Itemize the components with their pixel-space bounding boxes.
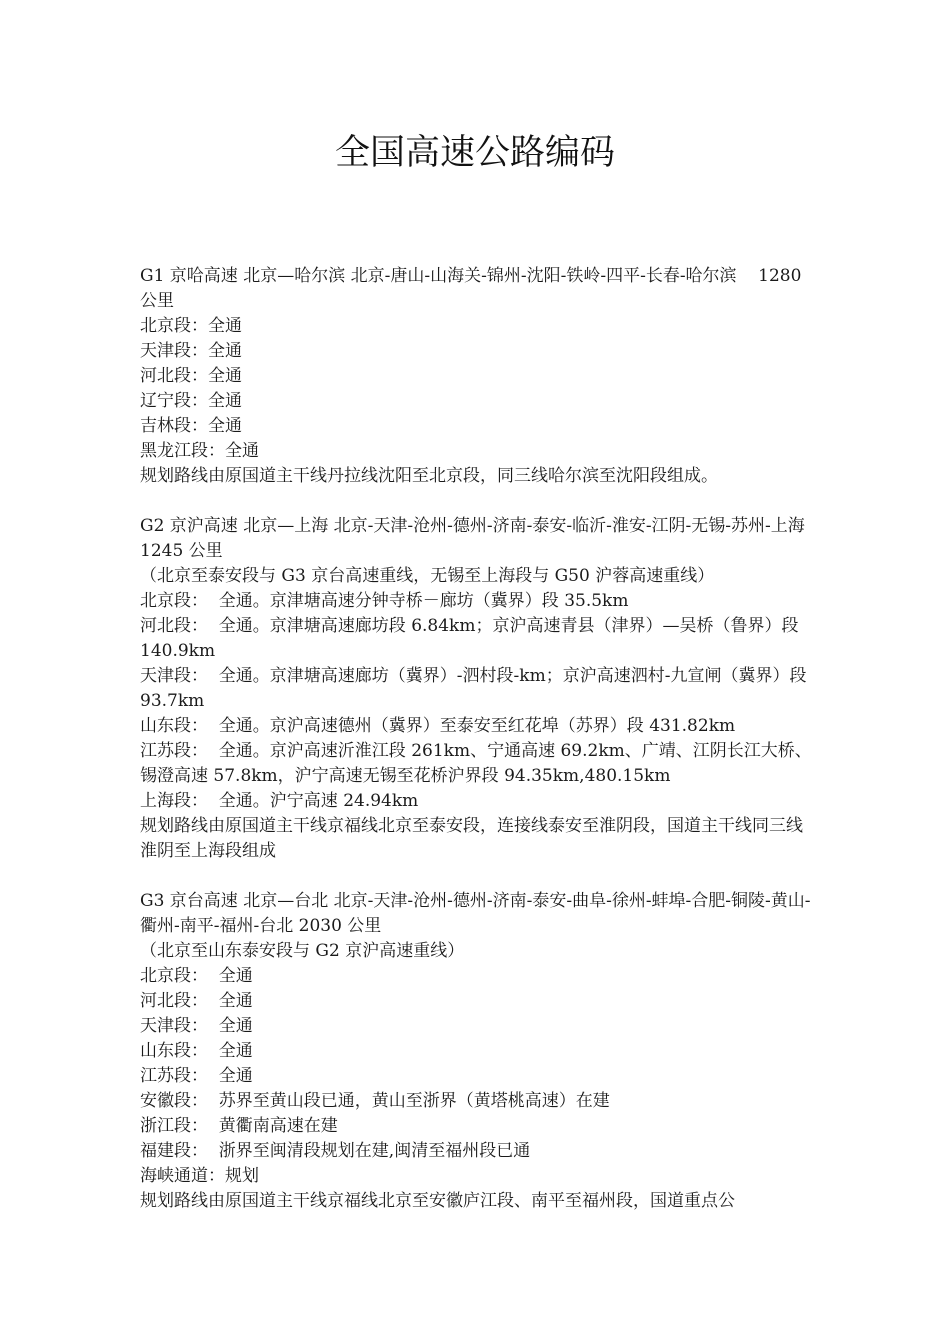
document-body <box>140 264 812 1214</box>
g3-note: （北京至山东泰安段与 G2 京沪高速重线） <box>140 941 465 961</box>
g2-block <box>140 514 812 864</box>
g3-section-beijing: 北京段： 全通 <box>140 966 253 986</box>
g3-block <box>140 889 812 1214</box>
g1-section-liaoning: 辽宁段：全通 <box>140 391 242 411</box>
g1-block <box>140 264 812 489</box>
g3-section-anhui: 安徽段： 苏界至黄山段已通，黄山至浙界（黄塔桃高速）在建 <box>140 1091 610 1111</box>
g3-header: G3 京台高速 北京—台北 北京-天津-沧州-德州-济南-泰安-曲阜-徐州-蚌埠-合肥-铜陵-黄山-衢州-南平-福州-台北 2030 公里 <box>140 891 811 936</box>
g2-section-hebei: 河北段： 全通。京津塘高速廊坊段 6.84km；京沪高速青县（津界）—吴桥（鲁界）段 140.9km <box>140 616 804 661</box>
g1-section-beijing: 北京段：全通 <box>140 316 242 336</box>
g3-section-hebei: 河北段： 全通 <box>140 991 253 1011</box>
g2-plan: 规划路线由原国道主干线京福线北京至泰安段，连接线泰安至淮阴段，国道主干线同三线淮阴至上海段组成 <box>140 816 803 861</box>
g3-section-strait: 海峡通道：规划 <box>140 1166 259 1186</box>
g3-plan: 规划路线由原国道主干线京福线北京至安徽庐江段、南平至福州段，国道重点公 <box>140 1191 735 1211</box>
g1-plan: 规划路线由原国道主干线丹拉线沈阳至北京段，同三线哈尔滨至沈阳段组成。 <box>140 466 718 486</box>
g2-section-shandong: 山东段： 全通。京沪高速德州（冀界）至泰安至红花埠（苏界）段 431.82km <box>140 716 736 736</box>
g2-header: G2 京沪高速 北京—上海 北京-天津-沧州-德州-济南-泰安-临沂-淮安-江阴-无锡-苏州-上海 1245 公里 <box>140 516 811 561</box>
g3-section-shandong: 山东段： 全通 <box>140 1041 253 1061</box>
paragraph-gap <box>140 489 812 514</box>
paragraph-gap <box>140 864 812 889</box>
g2-section-beijing: 北京段： 全通。京津塘高速分钟寺桥－廊坊（冀界）段 35.5km <box>140 591 629 611</box>
g1-header: G1 京哈高速 北京—哈尔滨 北京-唐山-山海关-锦州-沈阳-铁岭-四平-长春-哈尔滨 1280 公里 <box>140 266 807 311</box>
g1-section-jilin: 吉林段：全通 <box>140 416 242 436</box>
g3-section-tianjin: 天津段： 全通 <box>140 1016 253 1036</box>
page-title: 全国高速公路编码 <box>334 133 615 173</box>
g2-section-tianjin: 天津段： 全通。京津塘高速廊坊（冀界）-泗村段-km；京沪高速泗村-九宣闸（冀界）段 93.7km <box>140 666 812 711</box>
g1-section-tianjin: 天津段：全通 <box>140 341 242 361</box>
g1-section-heilongjiang: 黑龙江段：全通 <box>140 441 259 461</box>
g3-section-jiangsu: 江苏段： 全通 <box>140 1066 253 1086</box>
g2-note: （北京至泰安段与 G3 京台高速重线，无锡至上海段与 G50 沪蓉高速重线） <box>140 566 715 586</box>
g3-section-zhejiang: 浙江段： 黄衢南高速在建 <box>140 1116 338 1136</box>
g2-section-shanghai: 上海段： 全通。沪宁高速 24.94km <box>140 791 419 811</box>
g3-section-fujian: 福建段： 浙界至闽清段规划在建,闽清至福州段已通 <box>140 1141 531 1161</box>
g1-section-hebei: 河北段：全通 <box>140 366 242 386</box>
g2-section-jiangsu: 江苏段： 全通。京沪高速沂淮江段 261km、宁通高速 69.2km、广靖、江阴长江大桥、锡澄高速 57.8km，沪宁高速无锡至花桥沪界段 94.35km,480.15km <box>140 741 812 786</box>
